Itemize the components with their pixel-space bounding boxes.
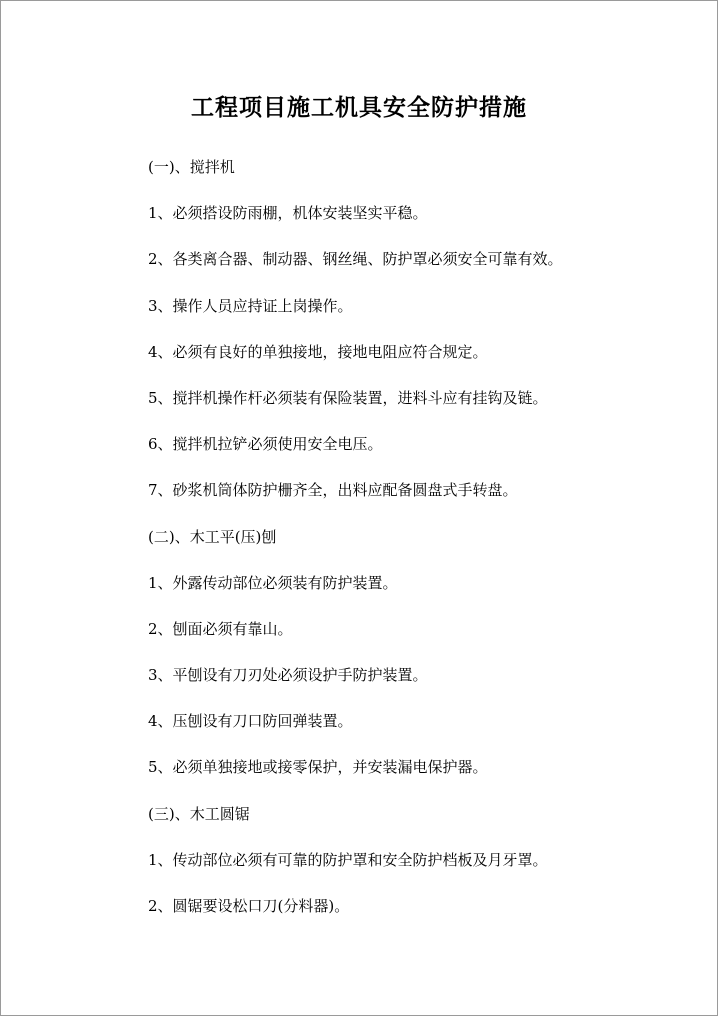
list-item: 7、砂浆机筒体防护栅齐全，出料应配备圆盘式手转盘。 [148, 481, 518, 500]
list-item: 4、必须有良好的单独接地，接地电阻应符合规定。 [148, 342, 488, 361]
list-item: 1、传动部位必须有可靠的防护罩和安全防护档板及月牙罩。 [148, 850, 548, 869]
list-item: 2、圆锯要设松口刀(分料器)。 [148, 897, 350, 915]
section-heading-planer: (二)、木工平(压)刨 [148, 527, 277, 546]
list-item: 6、搅拌机拉铲必须使用安全电压。 [148, 435, 383, 454]
list-item: 1、必须搭设防雨棚，机体安装坚实平稳。 [148, 204, 428, 223]
list-item: 3、操作人员应持证上岗操作。 [148, 296, 353, 315]
section-heading-circular-saw: (三)、木工圆锯 [148, 804, 250, 823]
list-item: 3、平刨设有刀刃处必须设护手防护装置。 [148, 666, 428, 685]
list-item: 1、外露传动部位必须装有防护装置。 [148, 573, 398, 592]
document-body [148, 155, 708, 940]
list-item: 2、刨面必须有靠山。 [148, 619, 293, 638]
list-item: 5、必须单独接地或接零保护，并安装漏电保护器。 [148, 758, 488, 777]
list-item: 2、各类离合器、制动器、钢丝绳、防护罩必须安全可靠有效。 [148, 250, 563, 269]
list-item: 5、搅拌机操作杆必须装有保险装置，进料斗应有挂钩及链。 [148, 388, 548, 407]
document-title: 工程项目施工机具安全防护措施 [191, 94, 527, 121]
section-heading-mixer: (一)、搅拌机 [148, 158, 235, 176]
list-item: 4、压刨设有刀口防回弹装置。 [148, 712, 353, 731]
